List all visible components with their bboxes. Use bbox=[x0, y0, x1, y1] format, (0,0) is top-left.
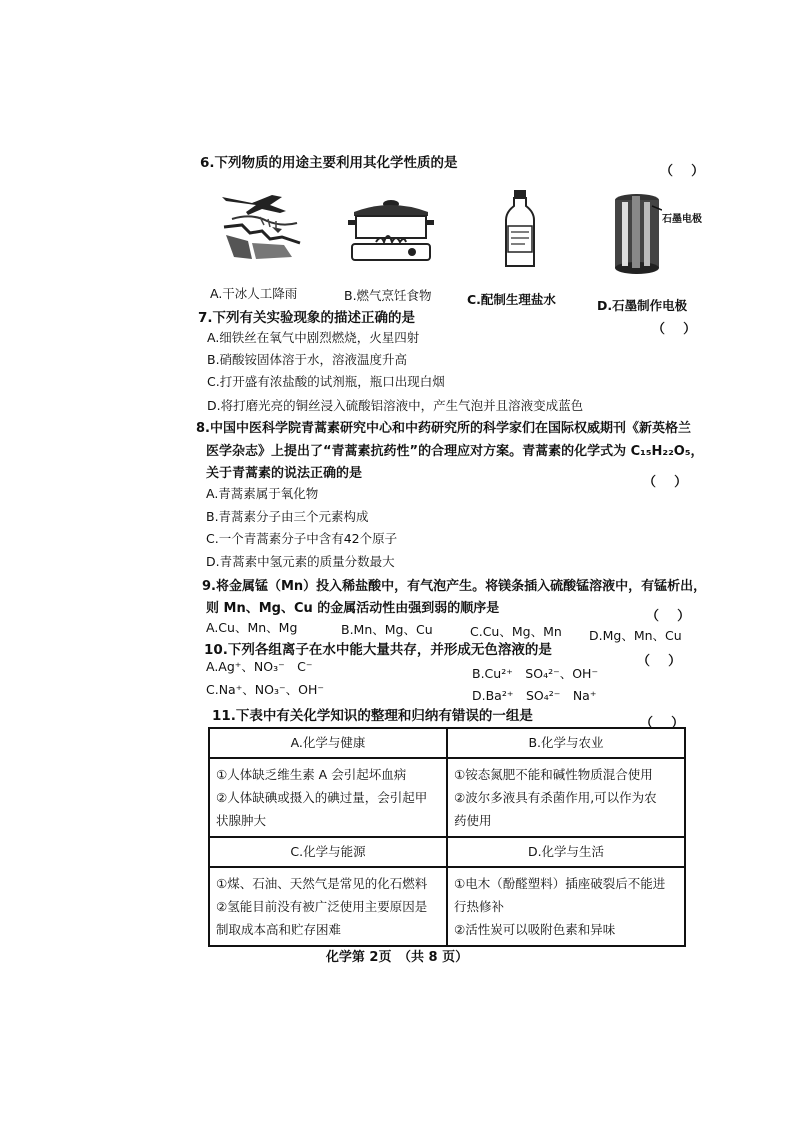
q11-stem: 11.下表中有关化学知识的整理和归纳有错误的一组是 bbox=[212, 708, 533, 724]
q8-option-a: A.青蒿素属于氧化物 bbox=[206, 486, 319, 501]
table-cell-a bbox=[209, 758, 447, 837]
q10-option-b: B.Cu²⁺ SO₄²⁻、OH⁻ bbox=[472, 666, 599, 681]
q9-stem-line2: 则 Mn、Mg、Cu 的金属活动性由强到弱的顺序是 bbox=[206, 601, 500, 616]
q8-stem-line2: 医学杂志》上提出了“青蒿素抗药性”的合理应对方案。青蒿素的化学式为 C₁₅H₂₂O₅， bbox=[206, 444, 704, 459]
q10-option-a: A.Ag⁺、NO₃⁻ C⁻ bbox=[206, 659, 313, 674]
table-d-line: ②活性炭可以吸附色素和异味 bbox=[454, 922, 616, 937]
q7-option-c: C.打开盛有浓盐酸的试剂瓶，瓶口出现白烟 bbox=[207, 374, 445, 389]
q6-option-c: C.配制生理盐水 bbox=[467, 292, 556, 307]
table-a-line: ①人体缺乏维生素 A 会引起坏血病 bbox=[216, 767, 407, 782]
page-footer: 化学第 2页 （共 8 页） bbox=[325, 950, 469, 965]
table-b-line: 药使用 bbox=[454, 813, 492, 828]
table-a-line: ②人体缺碘或摄入的碘过量，会引起甲 bbox=[216, 790, 428, 805]
table-header-b: B.化学与农业 bbox=[447, 728, 685, 758]
table-header-c: C.化学与能源 bbox=[209, 837, 447, 867]
table-c-line: 制取成本高和贮存困难 bbox=[216, 922, 342, 937]
table-b-line: ①铵态氮肥不能和碱性物质混合使用 bbox=[454, 767, 653, 782]
table-a-line: 状腺肿大 bbox=[216, 813, 267, 828]
q9-option-a: A.Cu、Mn、Mg bbox=[206, 620, 298, 635]
q10-stem: 10.下列各组离子在水中能大量共存，并形成无色溶液的是 bbox=[204, 642, 552, 658]
table-d-line: 行热修补 bbox=[454, 899, 505, 914]
table-cell-c bbox=[209, 867, 447, 946]
q9-answer-paren: （ ） bbox=[646, 609, 691, 624]
table-b-line: ②波尔多液具有杀菌作用,可以作为农 bbox=[454, 790, 657, 805]
table-d-line: ①电木（酚醛塑料）插座破裂后不能进 bbox=[454, 876, 666, 891]
table-c-line: ②氢能目前没有被广泛使用主要原因是 bbox=[216, 899, 428, 914]
airplane-dry-ice-image bbox=[212, 185, 312, 269]
q8-option-d: D.青蒿素中氢元素的质量分数最大 bbox=[206, 554, 395, 569]
q8-option-b: B.青蒿素分子由三个元素构成 bbox=[206, 509, 369, 524]
q7-stem: 7.下列有关实验现象的描述正确的是 bbox=[198, 310, 416, 326]
q7-option-d: D.将打磨光亮的铜丝浸入硫酸铝溶液中，产生气泡并且溶液变成蓝色 bbox=[207, 398, 584, 413]
q6-option-a: A.干冰人工降雨 bbox=[210, 286, 298, 301]
q8-option-c: C.一个青蒿素分子中含有42个原子 bbox=[206, 531, 398, 546]
table-c-line: ①煤、石油、天然气是常见的化石燃料 bbox=[216, 876, 428, 891]
battery-graphite-electrode-image bbox=[612, 192, 662, 280]
q10-option-d: D.Ba²⁺ SO₄²⁻ Na⁺ bbox=[472, 688, 597, 703]
knowledge-table bbox=[208, 727, 686, 947]
table-header-d: D.化学与生活 bbox=[447, 837, 685, 867]
q9-option-c: C.Cu、Mg、Mn bbox=[470, 624, 562, 639]
q6-stem: 6.下列物质的用途主要利用其化学性质的是 bbox=[200, 155, 458, 171]
q8-stem-line1: 8.中国中医科学院青蒿素研究中心和中药研究所的科学家们在国际权威期刊《新英格兰 bbox=[196, 421, 691, 436]
q9-option-d: D.Mg、Mn、Cu bbox=[589, 628, 682, 643]
q6-answer-paren: （ ） bbox=[660, 164, 705, 179]
saline-bottle-image bbox=[500, 188, 540, 274]
table-cell-d bbox=[447, 867, 685, 946]
gas-stove-pot-image bbox=[346, 190, 436, 269]
q10-answer-paren: （ ） bbox=[637, 654, 682, 669]
table-cell-b bbox=[447, 758, 685, 837]
q8-stem-line3: 关于青蒿素的说法正确的是 bbox=[206, 466, 363, 481]
q8-answer-paren: （ ） bbox=[643, 475, 688, 490]
q9-option-b: B.Mn、Mg、Cu bbox=[341, 622, 433, 637]
q9-stem-line1: 9.将金属锰（Mn）投入稀盐酸中，有气泡产生。将镁条插入硫酸锰溶液中，有锰析出， bbox=[202, 579, 707, 594]
q7-answer-paren: （ ） bbox=[652, 322, 697, 337]
q7-option-a: A.细铁丝在氧气中剧烈燃烧，火星四射 bbox=[207, 330, 420, 345]
q11-answer-paren: （ ） bbox=[640, 716, 685, 731]
q7-option-b: B.硝酸铵固体溶于水，溶液温度升高 bbox=[207, 352, 408, 367]
q6-option-b: B.燃气烹饪食物 bbox=[344, 288, 432, 303]
graphite-electrode-label: 石墨电极 bbox=[662, 214, 702, 225]
q10-option-c: C.Na⁺、NO₃⁻、OH⁻ bbox=[206, 682, 324, 697]
q6-option-d: D.石墨制作电极 bbox=[597, 298, 688, 313]
table-header-a: A.化学与健康 bbox=[209, 728, 447, 758]
